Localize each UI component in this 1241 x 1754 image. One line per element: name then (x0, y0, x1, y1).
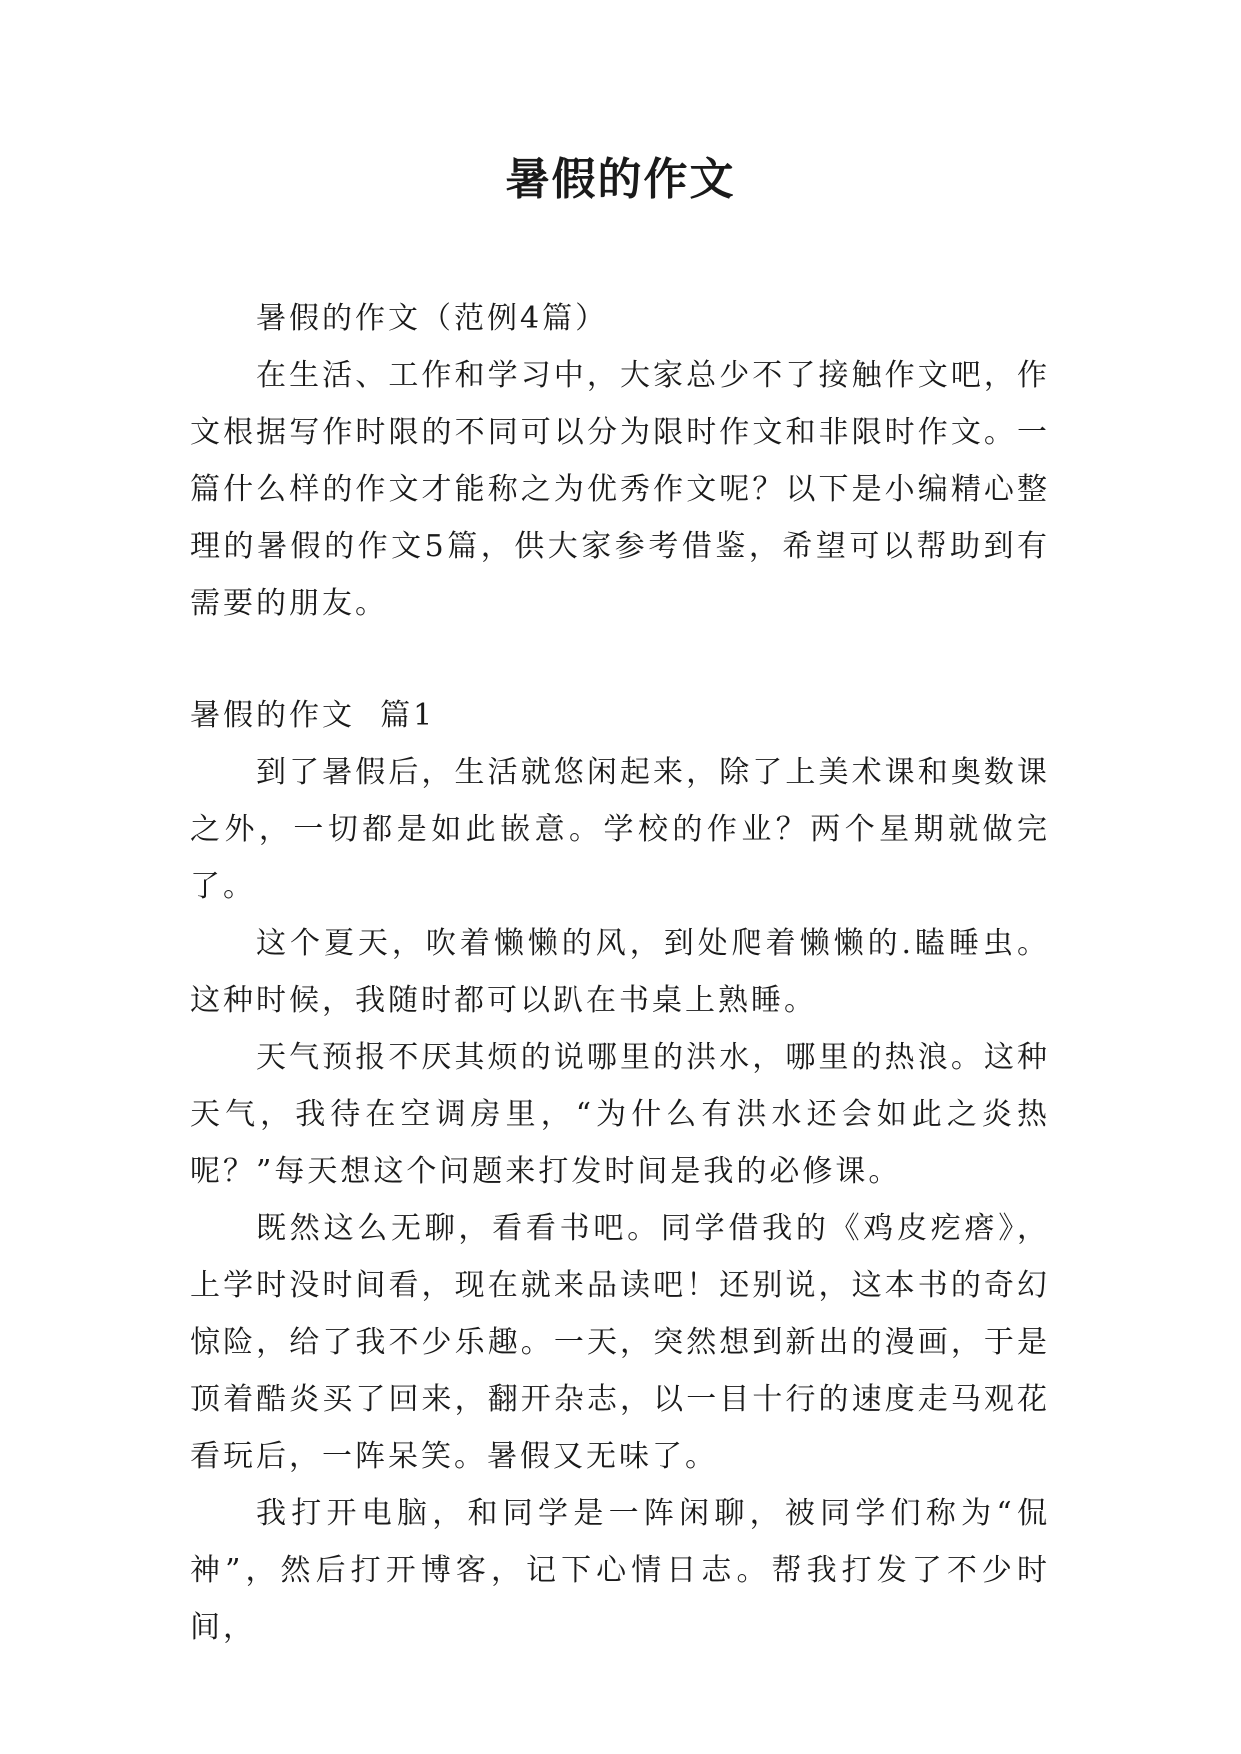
section-heading: 暑假的作文 篇1 (190, 698, 436, 733)
document-subtitle: 暑假的作文（范例4篇） (256, 301, 609, 336)
body-paragraph: 我打开电脑，和同学是一阵闲聊，被同学们称为“侃神”，然后打开博客，记下心情日志。帮我打发了不少时间， (190, 1496, 1050, 1645)
body-paragraph: 天气预报不厌其烦的说哪里的洪水，哪里的热浪。这种天气，我待在空调房里，“为什么有洪水还会如此之炎热呢？”每天想这个问题来打发时间是我的必修课。 (190, 1040, 1050, 1189)
document-body (190, 290, 1050, 1656)
body-paragraph: 既然这么无聊，看看书吧。同学借我的《鸡皮疙瘩》，上学时没时间看，现在就来品读吧！还别说，这本书的奇幻惊险，给了我不少乐趣。一天，突然想到新出的漫画，于是顶着酷炎买了回来，翻开杂志，以一目十行的速度走马观花看玩后，一阵呆笑。暑假又无味了。 (190, 1211, 1050, 1474)
body-paragraph: 到了暑假后，生活就悠闲起来，除了上美术课和奥数课之外，一切都是如此嵌意。学校的作业？两个星期就做完了。 (190, 755, 1050, 904)
document-title: 暑假的作文 (505, 154, 736, 205)
section-gap (190, 632, 1050, 687)
body-paragraph: 这个夏天，吹着懒懒的风，到处爬着懒懒的.瞌睡虫。这种时候，我随时都可以趴在书桌上熟睡。 (190, 926, 1050, 1018)
intro-paragraph: 在生活、工作和学习中，大家总少不了接触作文吧，作文根据写作时限的不同可以分为限时作文和非限时作文。一篇什么样的作文才能称之为优秀作文呢？以下是小编精心整理的暑假的作文5篇，供大家参考借鉴，希望可以帮助到有需要的朋友。 (190, 358, 1050, 621)
